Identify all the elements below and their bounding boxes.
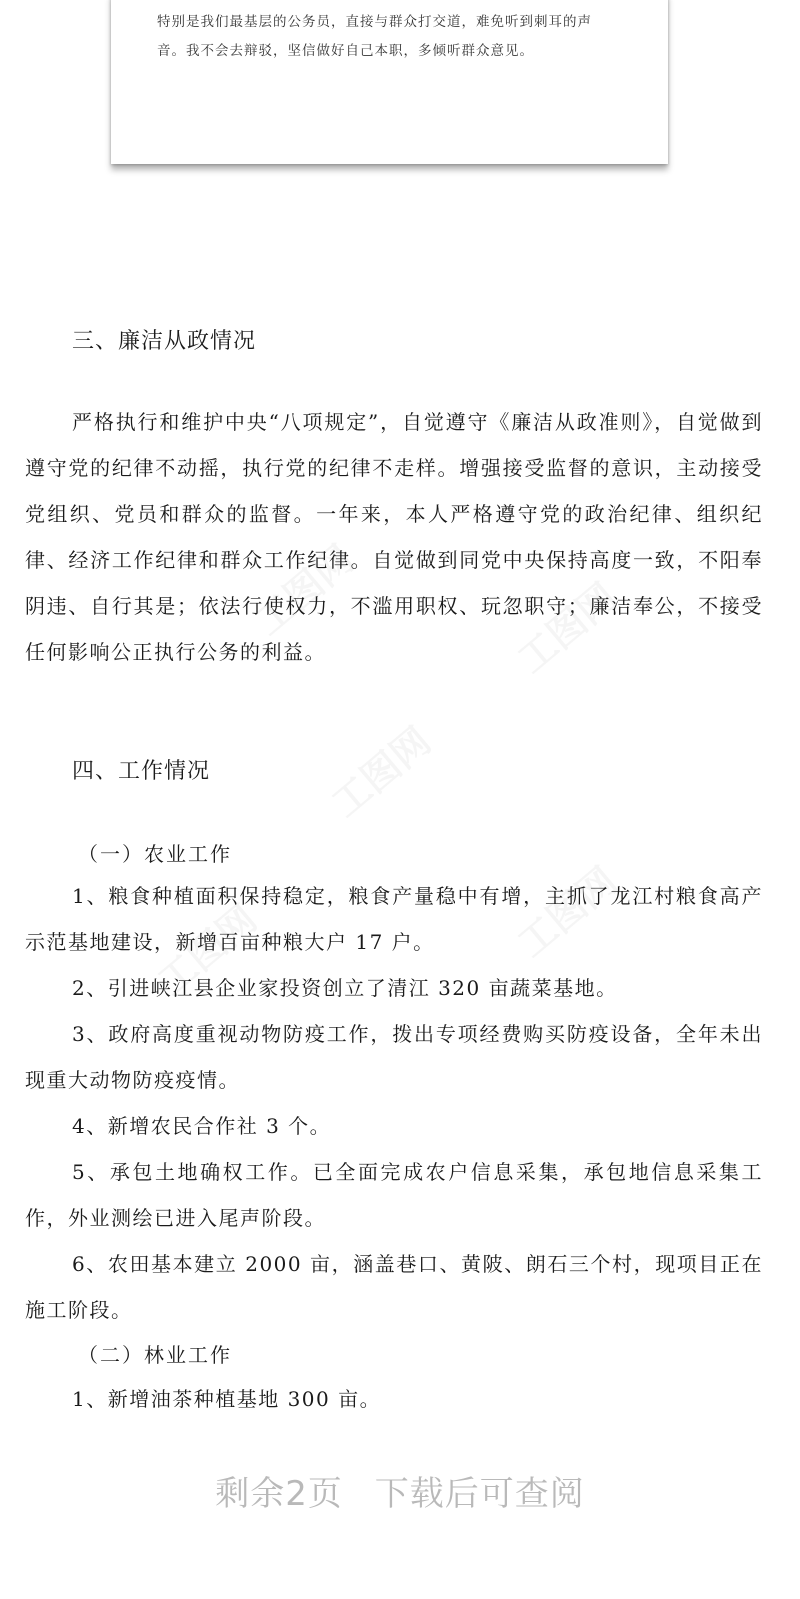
list-item: 6、农田基本建立 2000 亩，涵盖巷口、黄陂、朗石三个村，现项目正在施工阶段。 xyxy=(25,1252,763,1322)
section-heading-work: 四、工作情况 xyxy=(72,759,211,784)
list-item: 2、引进峡江县企业家投资创立了清江 320 亩蔬菜基地。 xyxy=(72,976,618,1000)
list-item: 3、政府高度重视动物防疫工作，拨出专项经费购买防疫设备，全年未出现重大动物防疫疫情。 xyxy=(25,1022,763,1092)
download-to-view-text[interactable]: 下载后可查阅 xyxy=(374,1474,585,1514)
subsection-title-forestry: （二）林业工作 xyxy=(78,1343,232,1367)
integrity-paragraph: 严格执行和维护中央“八项规定”，自觉遵守《廉洁从政准则》，自觉做到遵守党的纪律不动摇，执行党的纪律不走样。增强接受监督的意识，主动接受党组织、党员和群众的监督。一年来，本人严格遵守党的政治纪律、组织纪律、经济工作纪律和群众工作纪律。自觉做到同党中央保持高度一致，不阳奉阴违、自行其是；依法行使权力，不滥用职权、玩忽职守；廉洁奉公，不接受任何影响公正执行公务的利益。 xyxy=(25,410,763,664)
list-item: 5、承包土地确权工作。已全面完成农户信息采集，承包地信息采集工作，外业测绘已进入尾声阶段。 xyxy=(25,1160,763,1230)
section-heading-integrity: 三、廉洁从政情况 xyxy=(72,329,257,354)
page-preview-card xyxy=(111,0,668,164)
preview-line: 音。我不会去辩驳，坚信做好自己本职，多倾听群众意见。 xyxy=(157,43,534,59)
list-item: 1、粮食种植面积保持稳定，粮食产量稳中有增，主抓了龙江村粮食高产示范基地建设，新增百亩种粮大户 17 户。 xyxy=(25,884,763,954)
preview-text xyxy=(157,0,627,66)
preview-line xyxy=(157,0,627,8)
list-item: 4、新增农民合作社 3 个。 xyxy=(72,1114,332,1138)
subsection-title-agriculture: （一）农业工作 xyxy=(78,842,232,866)
list-item: 1、新增油茶种植基地 300 亩。 xyxy=(72,1387,382,1411)
preview-line: 特别是我们最基层的公务员，直接与群众打交道，难免听到刺耳的声 xyxy=(157,14,592,30)
download-banner[interactable] xyxy=(0,1466,800,1515)
remaining-pages-text: 剩余2页 xyxy=(215,1474,343,1514)
watermark xyxy=(318,712,441,827)
